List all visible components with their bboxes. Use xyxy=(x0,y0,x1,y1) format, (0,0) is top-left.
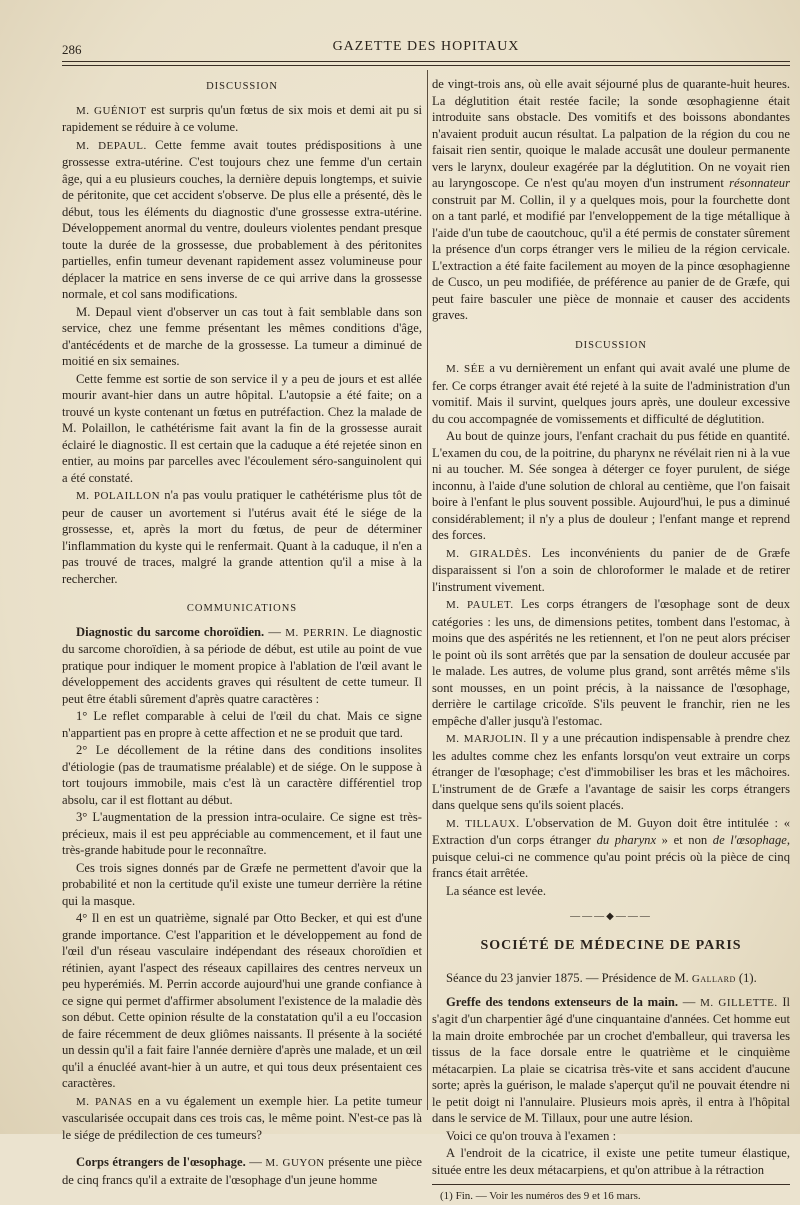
paragraph xyxy=(432,545,790,596)
article-author: M. GUYON xyxy=(265,1157,325,1169)
paragraph xyxy=(432,76,790,324)
left-column xyxy=(62,76,423,1187)
paragraph: La séance est levée. xyxy=(446,883,546,898)
paragraph-text: Le diagnostic du sarcome choroïdien, à sa période de début, est utile au point de vue pratique pour indiquer le moment propice à l'ablation de l'œil avant le développement des accidents graves qui résultent de cette tumeur. Il peut être établi sûrement d'après quatre caractères : xyxy=(62,624,422,706)
section-heading-discussion: DISCUSSION xyxy=(206,81,278,92)
footnote: (1) Fin. — Voir les numéros des 9 et 16 mars. xyxy=(440,1190,641,1202)
speaker-name: M. DEPAUL. xyxy=(76,139,147,152)
paragraph: Au bout de quinze jours, l'enfant crachait du pus fétide en quantité. L'examen du cou, de la poitrine, du pharynx ne révélait rien ni à la vue ni au toucher. M. Sée songea à déterger ce foyer purulent, de siége inconnu, à l'aide d'une solution de chloral au centième, que l'on faisait boire à l'enfant le plus souvent possible. Aujourd'hui, le pus a diminué considérablement; il n'y a plus de douleur ; l'enfant mange et reprend des forces. xyxy=(432,429,790,542)
session-text: Séance du 23 janvier 1875. — Présidence de M. xyxy=(446,971,692,985)
footnote-rule xyxy=(432,1184,790,1185)
section-ornament: ———◆——— xyxy=(570,911,652,922)
page-number: 286 xyxy=(62,42,82,57)
dash: — xyxy=(264,624,286,639)
president-name: Gallard xyxy=(691,973,736,985)
emphasis: du pharynx xyxy=(596,833,657,847)
header-rule-bottom xyxy=(62,65,790,66)
speaker-name: M. MARJOLIN. xyxy=(446,733,527,745)
paragraph-text: n'a pas voulu pratiquer le cathétérisme plus tôt de peur de causer un avortement si l'utérus avait été le siége de la grossesse, et, après la mort du fœtus, de peur de déterminer l'inflammation du kyste qui le renfermait. Quant à la caduque, il n'en a pas trouvé de traces, malgré la grande attention qu'il a mise à la rechercher. xyxy=(62,488,422,586)
speaker-name: M. SÉE xyxy=(446,363,486,375)
paragraph-text: Cette femme avait toutes prédispositions à une grossesse extra-utérine. C'est toujours chez une femme d'un certain âge, qui a eu plusieurs couches, la dernière depuis longtemps, et suivie de péritonite, que cet accident s'observe. De plus elle a présenté, dès le début, tous les éléments du diagnostic d'une grossesse extra-utérine. Développement anormal du ventre, douleurs violentes pendant presque toute la durée de la grossesse, due probablement à des péritonites partielles, enfin tumeur devenant rapidement assez volumineuse pour déplacer la matrice en sens inverse de ce qui arrive dans la grossesse normale, et col sans modifications. xyxy=(62,137,422,301)
paragraph xyxy=(62,1093,422,1144)
paragraph xyxy=(62,102,422,136)
emphasis: de l'œsophage xyxy=(712,833,787,847)
paragraph-text: » et non xyxy=(656,833,713,847)
paragraph xyxy=(62,137,422,303)
article-author: M. PERRIN. xyxy=(285,626,349,639)
paragraph-text: a vu dernièrement un enfant qui avait avalé une plume de fer. Ce corps étranger avait été rejeté à la suite de l'administration d'un vomitif. Mais il survint, quelques jours après, une douleur excessive du cou accompagnée de vomissements et difficulté de déglutition. xyxy=(432,361,790,426)
paragraph xyxy=(432,815,790,882)
paragraph xyxy=(432,730,790,814)
paragraph: Voici ce qu'on trouva à l'examen : xyxy=(446,1128,617,1143)
paragraph-text: Il s'agit d'un charpentier âgé d'une cinquantaine d'années. Cet homme eut la main droite embrochée par un crochet d'emballeur, qui traversa les tissus de la face dorsale entre le quatrième et le cinquième métacarpien. La plaie se cicatrisa très-vite et sans accident d'aucune sorte; après la guérison, le malade s'aperçut qu'il ne pouvait étendre ni le petit doigt ni l'annulaire. Plusieurs mois après, il entra à l'hôpital dans le service de M. Tillaux, pour une autre lésion. xyxy=(432,994,791,1125)
footnote-ref: (1). xyxy=(735,971,757,985)
paragraph-text: Les inconvénients du panier de de Græfe disparaissent si l'on a soin de chloroformer le malade et de retirer l'instrument vivement. xyxy=(432,545,790,594)
paragraph-text: , puisque celui-ci ne commence qu'au point précis où la pièce de cinq francs était arrêtée. xyxy=(432,833,790,880)
speaker-name: M. TILLAUX. xyxy=(446,817,520,830)
list-item: 4° Il en est un quatrième, signalé par Otto Becker, et qui est d'une grande importance. C'est l'apparition et le développement au fond de l'œil d'un réseau vasculaire indépendant des réseaux choroïdien et rétinien, ayant l'aspect des réseaux capillaires des centres nerveux un peu hyperémiés. M. Perrin accorde aujourd'hui une grande confiance à ce signe qui permet d'affirmer absolument l'existence de la maladie dès son début. Cette opinion résulte de la constatation qu'il a eu l'occasion de faire récemment de deux gliômes naissants. Il présente à la société un dessin qu'il a fait faire l'année dernière d'après une malade, et un œil qu'il a énucléé avant-hier à un autre, et qui tous deux présentaient ces caractères. xyxy=(62,911,422,1090)
society-title: SOCIÉTÉ DE MÉDECINE DE PARIS xyxy=(480,937,742,953)
article-paragraph xyxy=(62,1154,422,1188)
section-heading-discussion: DISCUSSION xyxy=(575,339,647,351)
dash: — xyxy=(678,994,701,1009)
speaker-name: M. POLAILLON xyxy=(76,490,161,502)
paragraph-text: L'observation de M. Guyon doit être intitulée : « Extraction d'un corps étranger xyxy=(432,815,790,847)
paragraph-text: de vingt-trois ans, où elle avait séjourné plus de quarante-huit heures. La déglutition était restée facile; la sonde œsophagienne était introduite sans obstacle. Des vomitifs et des boissons abondantes n'avaient produit aucun résultat. La palpation de la région du cou ne faisait rien sentir, quoique le malade accusât une douleur permanente vers le larynx, douleur exagérée par la déglutition. On ne voyait rien au laryngoscope. Ce n'est qu'au moyen d'un instrument xyxy=(432,77,790,190)
article-title: Corps étrangers de l'œsophage. xyxy=(76,1155,246,1169)
session-line xyxy=(432,970,790,988)
section-heading-communications: COMMUNICATIONS xyxy=(186,603,298,614)
paragraph xyxy=(62,487,422,587)
paragraph: Cette femme est sortie de son service il y a peu de jours et est allée mourir avant-hier dans un autre hôpital. L'autopsie a été faite; on a trouvé un kyste contenant un fœtus en putréfaction. Chez la malade de M. Polaillon, le cathétérisme fait avant la fin de la grossesse aurait éclairé le diagnostic. Il est certain que la caduque a été rejetée sinon en entier, au moins par parcelles avec l'écoulement séro-sanguinolent qui a été constaté. xyxy=(62,371,422,485)
paragraph-text: en a vu également un exemple hier. La petite tumeur vascularisée occupait dans ces trois cas, le même point. N'est-ce pas là le siége de prédilection de ces tumeurs? xyxy=(62,1093,423,1142)
page-header xyxy=(62,37,790,59)
article-paragraph xyxy=(432,994,790,1127)
article-title: Diagnostic du sarcome choroïdien. xyxy=(76,624,265,639)
paragraph xyxy=(432,596,790,729)
article-title: Greffe des tendons extenseurs de la main. xyxy=(446,994,679,1009)
paragraph-text: Il y a une précaution indispensable à prendre chez les adultes comme chez les enfants lorsqu'on veut extraire un corps étranger de l'œsophage; c'est d'immobiliser les bras et les mâchoires. L'instrument de de Græfe a l'avantage de saisir les corps étrangers dans quelque sens qu'ils soient placés. xyxy=(432,731,790,812)
speaker-name: M. PAULET. xyxy=(446,599,514,611)
speaker-name: M. GUÉNIOT xyxy=(76,104,147,117)
right-column xyxy=(432,76,791,1202)
paragraph xyxy=(432,360,790,427)
paragraph: Ces trois signes donnés par de Græfe ne permettent d'avoir que la probabilité et non la certitude qu'il existe une tumeur derrière la rétine qui la masque. xyxy=(62,860,422,908)
paragraph-text: est surpris qu'un fœtus de six mois et demi ait pu si rapidement se réduire à ce volume. xyxy=(62,102,422,134)
speaker-name: M. GIRALDÈS. xyxy=(446,547,532,560)
speaker-name: M. PANAS xyxy=(76,1095,133,1108)
list-item: 3° L'augmentation de la pression intra-oculaire. Ce signe est très-précieux, mais il est peu appréciable au commencement, et il faut une très-grande habitude pour le reconnaître. xyxy=(62,810,422,857)
list-item: 2° Le décollement de la rétine dans des conditions insolites d'étiologie (pas de traumatisme préalable) et de siége. On le suppose à tort toujours immobile, mais c'est là un caractère différentiel trop absolu, car il est flottant au début. xyxy=(62,743,422,807)
paragraph: M. Depaul vient d'observer un cas tout à fait semblable dans son service, chez une femme présentant les mêmes conditions d'âge, d'antécédents et de marche de la grossesse. La tumeur a diminué de moitié en six semaines. xyxy=(62,304,422,368)
paragraph-text: construit par M. Collin, il y a quelques mois, pour la fourchette dont on a tant parlé, et modifié par l'enveloppement de la tige métallique à l'aide d'un tube de caoutchouc, qu'il a été permis de constater sûrement la présence d'un corps étranger vers le milieu de la région cervicale. L'extraction a été faite facilement au moyen de la pince œsophagienne de Cusco, un peu modifiée, de préférence au panier de de Græfe, qui peut faire basculer une pièce de monnaie et causer des accidents graves. xyxy=(432,192,790,322)
column-divider xyxy=(427,70,428,1110)
list-item: 1° Le reflet comparable à celui de l'œil du chat. Mais ce signe n'appartient pas en propre à cette affection et ne se produit que tard. xyxy=(62,709,422,740)
article-author: M. GILLETTE. xyxy=(700,996,778,1009)
paragraph-text: présente une pièce de cinq francs qu'il a extraite de l'œsophage d'un jeune homme xyxy=(62,1155,423,1187)
paragraph-text: Les corps étrangers de l'œsophage sont de deux catégories : les uns, de dimensions petites, tombent dans l'estomac, à moins que des aspérités ne les retiennent, et l'on ne peut alors préciser le point où ils sont arrêtés que par la sensation de douleur accusée par le malade. Les autres, de volume plus grand, sont arrêtés même s'ils sont mousses, en un point précis, à la naissance de l'œsophage, derrière le cartilage cricoïde. S'ils peuvent le franchir, rien ne les empêche d'aller jusqu'à l'estomac. xyxy=(432,597,790,728)
running-title: GAZETTE DES HOPITAUX xyxy=(332,39,520,54)
paragraph: A l'endroit de la cicatrice, il existe une petite tumeur élastique, située entre les deux métacarpiens, et qu'on attribue à la rétraction xyxy=(432,1146,790,1177)
dash: — xyxy=(245,1155,266,1169)
emphasis: résonnateur xyxy=(729,176,790,190)
header-rule-top xyxy=(62,61,790,62)
article-paragraph xyxy=(62,624,422,708)
